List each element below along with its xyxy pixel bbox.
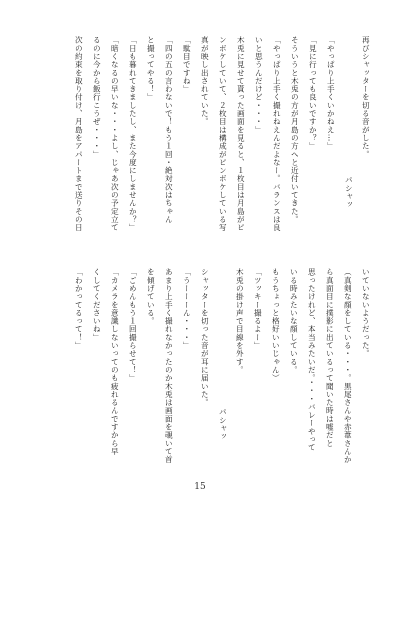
- text-column: 「やっぱり上手くいかねえ…」: [326, 36, 336, 151]
- text-column: ンボケしていて、２枚目は構成がピンボケしている写: [218, 36, 228, 232]
- sound-effect: パシャッ: [218, 408, 228, 441]
- text-column: 木兎に見せて貰った画面を見ると、１枚目は月島がピ: [236, 36, 246, 232]
- text-column: 「四の五の言わないで！もう１回・絶対次はちゃん: [164, 36, 174, 224]
- text-column: くしてくださいね」: [92, 268, 102, 342]
- text-column: 木兎の掛け声で目線を外す。: [235, 268, 245, 374]
- text-column: あまり上手く撮れなかったのか木兎は画面を覗いて首: [164, 268, 174, 464]
- text-column: を傾げている。: [146, 268, 156, 326]
- text-column: 「見に行っても良いですか？」: [308, 36, 318, 151]
- text-column: 「ツッキー撮るよー」: [253, 268, 263, 350]
- text-column: （真剣な顔をしている・・・。黒尾さんや赤葦さんか: [343, 268, 353, 464]
- text-column: いていないようだった。: [361, 268, 371, 358]
- text-column: シャッターを切った音が耳に届いた。: [200, 268, 210, 407]
- text-column: 「駄目ですね」: [182, 36, 192, 94]
- text-column: 「やっぱり上手く撮れねえんだよなー。バランスは良: [272, 36, 282, 232]
- text-column: 「日も暮れてきましたし、また今度にしませんか？」: [128, 36, 138, 232]
- text-column: るのに今から飯行こうぜ・・・」: [92, 36, 102, 159]
- sound-effect: パシャッ: [344, 176, 354, 209]
- text-column: いと思うんだけど・・・」: [254, 36, 264, 134]
- text-column: 「ごめんもう１回撮らせて！」: [128, 268, 138, 383]
- text-column: 再びシャッターを切る音がした。: [361, 36, 371, 159]
- text-column: 「わかってるって！」: [74, 268, 84, 350]
- text-column: 「うーーーん・・・」: [182, 268, 192, 350]
- text-column: 次の約束を取り付け、月島をアパートまで送りその日: [74, 36, 84, 232]
- page-number: 15: [194, 482, 206, 492]
- text-column: そういうと木兎の方が月島の方へと近付いてきた。: [290, 36, 300, 224]
- text-column: もうちょっと格好いいじゃん）: [271, 268, 281, 383]
- text-column: と撮ってやる！」: [146, 36, 156, 102]
- text-column: ら真面目に撲影に出ているって聞いた時は嘘だと: [325, 268, 335, 448]
- text-column: 「カメラを意識しないってのも疲れるんですから早: [110, 268, 120, 456]
- text-column: いる時みたいな顔している。: [289, 268, 299, 374]
- text-column: 「暗くなるの早いな・・・よし、じゃあ次の予定立て: [110, 36, 120, 232]
- text-column: 思ったけれど、本当みたいだ。・・・バレーやって: [307, 268, 317, 452]
- text-column: 真が映し出されていた。: [200, 36, 210, 126]
